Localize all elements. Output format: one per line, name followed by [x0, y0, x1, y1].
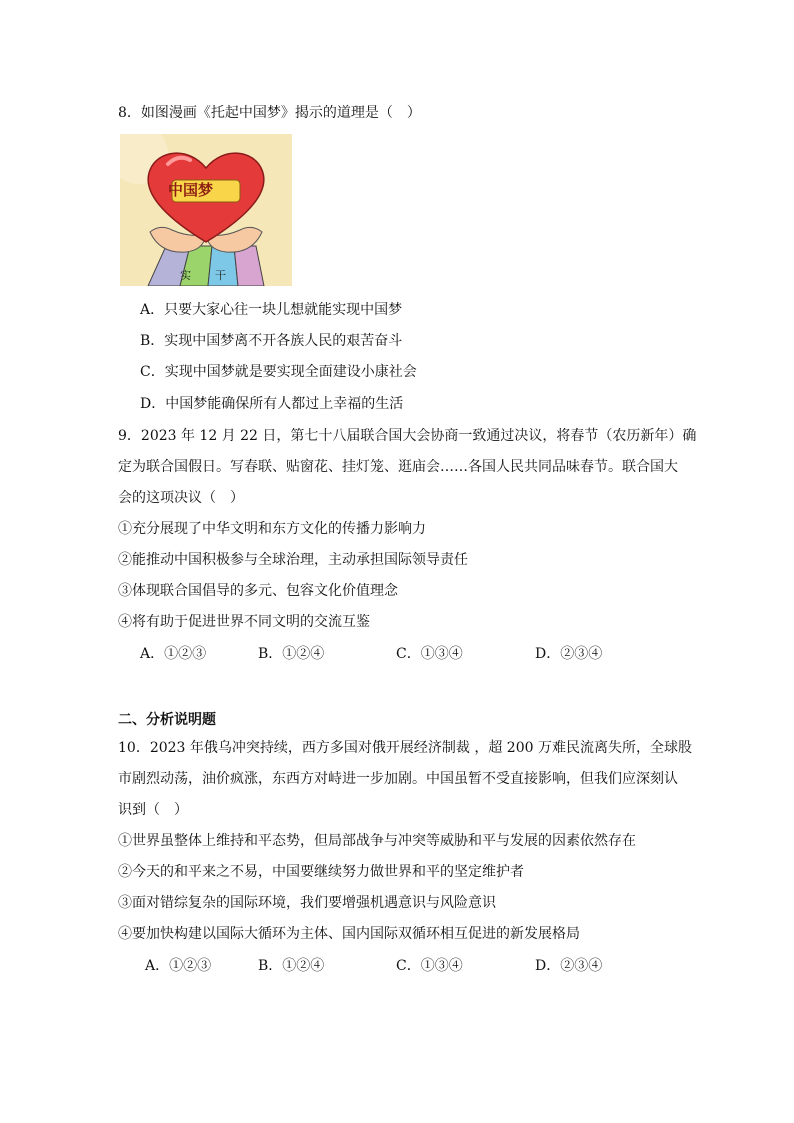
cartoon-holding-chinese-dream	[120, 134, 292, 286]
q9-statement-2: ②能推动中国积极参与全球治理，主动承担国际领导责任	[118, 552, 468, 568]
q10-stem-line-2: 市剧烈动荡，油价疯涨，东西方对峙进一步加剧。中国虽暂不受直接影响，但我们应深刻认	[118, 771, 678, 787]
q9-choice-b: B．①②④	[258, 646, 325, 662]
q10-statement-4: ④要加快构建以国际大循环为主体、国内国际双循环相互促进的新发展格局	[118, 926, 580, 942]
q10-choice-b: B．①②④	[258, 958, 325, 974]
q8-option-d: D．中国梦能确保所有人都过上幸福的生活	[140, 396, 404, 412]
q10-choice-d: D．②③④	[535, 958, 603, 974]
question-8-stem: 8．如图漫画《托起中国梦》揭示的道理是（ ）	[118, 105, 421, 121]
cartoon-heart-label: 中国梦	[168, 181, 214, 199]
q10-stem-line-3: 识到（ ）	[118, 802, 188, 818]
q8-option-a: A．只要大家心往一块儿想就能实现中国梦	[140, 302, 403, 318]
q10-stem-line-1: 10．2023 年俄乌冲突持续，西方多国对俄开展经济制裁 ，超 200 万难民流离失所，全球股	[118, 740, 692, 756]
q9-stem-line-1: 9．2023 年 12 月 22 日，第七十八届联合国大会协商一致通过决议，将春节（农历新年）确	[118, 428, 697, 444]
q10-choice-c: C．①③④	[396, 958, 463, 974]
q10-statement-2: ②今天的和平来之不易，中国要继续努力做世界和平的坚定维护者	[118, 864, 524, 880]
cartoon-sleeve-label-right: 干	[215, 269, 226, 282]
q9-choice-a: A．①②③	[140, 646, 207, 662]
q9-statement-4: ④将有助于促进世界不同文明的交流互鉴	[118, 614, 370, 630]
section-2-title: 二、分析说明题	[118, 712, 216, 728]
q9-choice-d: D．②③④	[535, 646, 603, 662]
cartoon-sleeve-label-left: 实	[180, 269, 191, 282]
q10-statement-3: ③面对错综复杂的国际环境，我们要增强机遇意识与风险意识	[118, 895, 496, 911]
q9-statement-1: ①充分展现了中华文明和东方文化的传播力影响力	[118, 521, 426, 537]
q9-stem-line-3: 会的这项决议（ ）	[118, 490, 244, 506]
q9-choice-c: C．①③④	[396, 646, 463, 662]
q9-statement-3: ③体现联合国倡导的多元、包容文化价值理念	[118, 583, 398, 599]
q9-stem-line-2: 定为联合国假日。写春联、贴窗花、挂灯笼、逛庙会……各国人民共同品味春节。联合国大	[118, 459, 678, 475]
q10-statement-1: ①世界虽整体上维持和平态势，但局部战争与冲突等威胁和平与发展的因素依然存在	[118, 833, 636, 849]
q8-option-b: B．实现中国梦离不开各族人民的艰苦奋斗	[140, 333, 403, 349]
q8-option-c: C．实现中国梦就是要实现全面建设小康社会	[140, 364, 417, 380]
q10-choice-a: A．①②③	[145, 958, 212, 974]
